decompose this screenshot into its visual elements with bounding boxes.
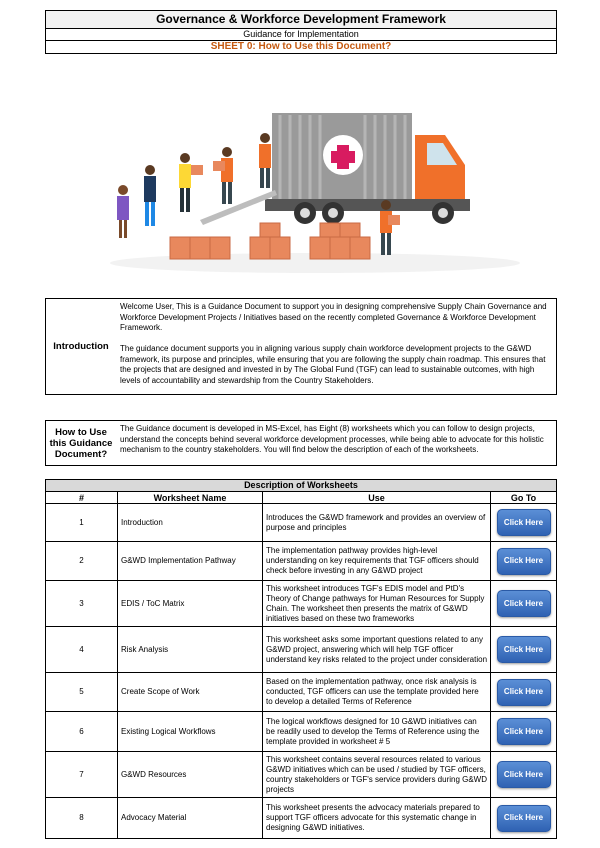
row-worksheet-name: EDIS / ToC Matrix <box>118 581 263 626</box>
row-go-to <box>491 504 556 541</box>
sheet-title: SHEET 0: How to Use this Document? <box>210 41 392 52</box>
click-here-button[interactable]: Click Here <box>497 805 551 832</box>
click-here-button[interactable]: Click Here <box>497 548 551 575</box>
click-here-button[interactable]: Click Here <box>497 509 551 536</box>
introduction-text: Welcome User, This is a Guidance Document to support you in designing comprehensive Supply Chain Governance and Workforce Development Projects / Initiatives based on the recently completed Governance & Workforce Development Framework. The guidance document supports you in aligning various supply chain workforce development projects to the G&WD framework, its purpose and principles, while ensuring that you are following the supply chain roadmap. This ensures that the projects that are designed and invested in by The Global Fund (TGF) can lead to sustainable outcomes, with high levels of accountability and stewardship from the Country Stakeholders. <box>120 302 547 385</box>
header-use: Use <box>263 492 491 503</box>
click-here-button[interactable]: Click Here <box>497 761 551 788</box>
row-use: This worksheet contains several resources related to various G&WD initiatives which can be used / studied by TGF officers, country stakeholders or TGF's service providers during G&WD projects <box>263 752 491 797</box>
row-go-to <box>491 712 556 751</box>
row-go-to <box>491 581 556 626</box>
how-to-use-label: How to Use this Guidance Document? <box>49 426 113 460</box>
table-row <box>46 627 556 673</box>
table-row <box>46 581 556 627</box>
row-use: This worksheet introduces TGF's EDIS model and PtD's Theory of Change pathways for Human Resources for Supply Chain. The worksheet then presents the matrix of G&WD initiatives based on these two frameworks <box>263 581 491 626</box>
introduction-label: Introduction <box>53 341 109 352</box>
row-worksheet-name: G&WD Implementation Pathway <box>118 542 263 580</box>
row-go-to <box>491 627 556 672</box>
row-worksheet-name: Create Scope of Work <box>118 673 263 711</box>
row-number: 8 <box>46 798 118 838</box>
row-number: 6 <box>46 712 118 751</box>
row-number: 5 <box>46 673 118 711</box>
header-worksheet-name: Worksheet Name <box>118 492 263 503</box>
row-number: 3 <box>46 581 118 626</box>
table-row <box>46 504 556 542</box>
table-row <box>46 798 556 838</box>
row-go-to <box>491 542 556 580</box>
table-header-row <box>46 492 556 504</box>
worksheets-table-title: Description of Worksheets <box>46 480 556 492</box>
row-worksheet-name: Advocacy Material <box>118 798 263 838</box>
introduction-box <box>45 298 557 395</box>
click-here-button[interactable]: Click Here <box>497 636 551 663</box>
how-to-use-box <box>45 420 557 466</box>
table-row <box>46 673 556 712</box>
how-to-use-text: The Guidance document is developed in MS-Excel, has Eight (8) worksheets which you can follow to design projects, understand the concepts behind several workforce development processes, while being able to advocate for this holistic mechanism to the country stakeholders. You will find below the description of each of the worksheets. <box>120 424 544 454</box>
row-go-to <box>491 673 556 711</box>
click-here-button[interactable]: Click Here <box>497 679 551 706</box>
row-use: Based on the implementation pathway, once risk analysis is conducted, TGF officers can use the template provided here to develop a detailed Terms of Reference <box>263 673 491 711</box>
row-number: 1 <box>46 504 118 541</box>
supply-chain-illustration <box>105 85 525 275</box>
row-use: The implementation pathway provides high-level understanding on key requirements that TGF officers should check before investing in any G&WD project <box>263 542 491 580</box>
click-here-button[interactable]: Click Here <box>497 590 551 617</box>
row-use: The logical workflows designed for 10 G&WD initiatives can be readily used to develop the Terms of Reference using the template provided in worksheet # 5 <box>263 712 491 751</box>
table-row <box>46 712 556 752</box>
row-go-to <box>491 798 556 838</box>
row-number: 7 <box>46 752 118 797</box>
row-worksheet-name: Risk Analysis <box>118 627 263 672</box>
row-worksheet-name: Introduction <box>118 504 263 541</box>
row-use: Introduces the G&WD framework and provides an overview of purpose and principles <box>263 504 491 541</box>
row-use: This worksheet presents the advocacy materials prepared to support TGF officers advocate for this systematic change in designing G&WD initiatives. <box>263 798 491 838</box>
table-row <box>46 752 556 798</box>
click-here-button[interactable]: Click Here <box>497 718 551 745</box>
document-header <box>45 10 557 54</box>
header-go-to: Go To <box>510 492 537 503</box>
row-go-to <box>491 752 556 797</box>
row-use: This worksheet asks some important questions related to any G&WD project, answering which will help TGF officer understand key risks related to the project under consideration <box>263 627 491 672</box>
table-row <box>46 542 556 581</box>
document-title: Governance & Workforce Development Framework <box>46 11 556 29</box>
row-worksheet-name: Existing Logical Workflows <box>118 712 263 751</box>
worksheets-table <box>45 479 557 839</box>
row-number: 2 <box>46 542 118 580</box>
header-number: # <box>46 492 118 503</box>
row-worksheet-name: G&WD Resources <box>118 752 263 797</box>
document-subtitle: Guidance for Implementation <box>46 29 556 41</box>
row-number: 4 <box>46 627 118 672</box>
